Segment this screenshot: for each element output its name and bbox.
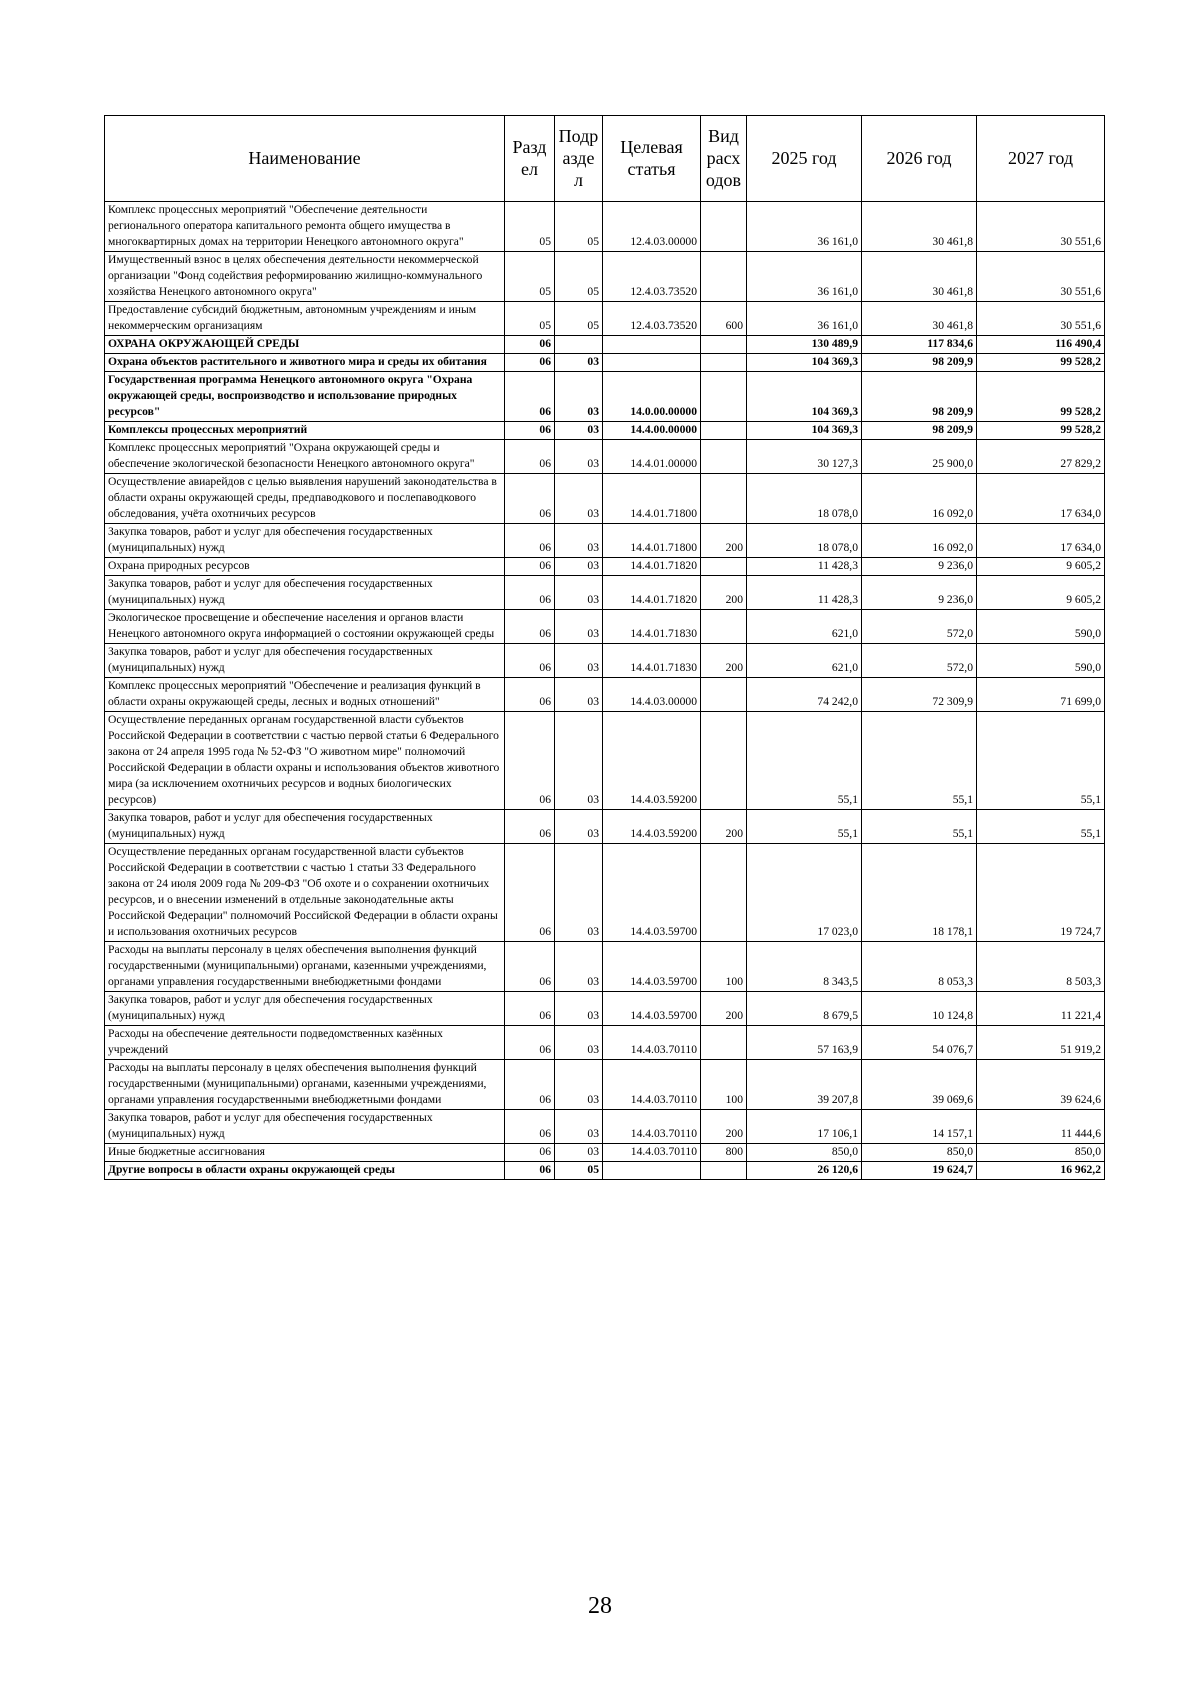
row-vid-cell	[701, 678, 747, 712]
table-row	[105, 844, 1105, 942]
row-2027-cell: 590,0	[977, 610, 1105, 644]
row-name-cell: Иные бюджетные ассигнования	[105, 1144, 505, 1162]
row-article-cell: 14.4.03.00000	[603, 678, 701, 712]
row-vid-cell: 600	[701, 302, 747, 336]
row-2025-cell: 621,0	[747, 610, 862, 644]
row-podrazdel-cell: 03	[555, 712, 603, 810]
row-article-cell: 14.4.03.59200	[603, 810, 701, 844]
row-name-cell: Предоставление субсидий бюджетным, автономным учреждениям и иным некоммерческим организациям	[105, 302, 505, 336]
row-razdel-cell: 06	[505, 1162, 555, 1180]
row-2027-cell: 51 919,2	[977, 1026, 1105, 1060]
row-name-cell: Расходы на выплаты персоналу в целях обеспечения выполнения функций государственными (муниципальными) органами, казенными учреждениями, органами управления государственными внебюджетными фондами	[105, 1060, 505, 1110]
row-2026-cell: 55,1	[862, 810, 977, 844]
row-razdel-cell: 06	[505, 474, 555, 524]
row-podrazdel-cell: 03	[555, 1144, 603, 1162]
row-2027-cell: 30 551,6	[977, 302, 1105, 336]
row-2027-cell: 71 699,0	[977, 678, 1105, 712]
row-podrazdel-cell: 03	[555, 810, 603, 844]
row-name-cell: Закупка товаров, работ и услуг для обеспечения государственных (муниципальных) нужд	[105, 1110, 505, 1144]
row-2026-cell: 72 309,9	[862, 678, 977, 712]
row-vid-cell	[701, 202, 747, 252]
table-row	[105, 942, 1105, 992]
row-2026-cell: 9 236,0	[862, 576, 977, 610]
row-razdel-cell: 06	[505, 372, 555, 422]
row-vid-cell: 200	[701, 644, 747, 678]
row-podrazdel-cell: 03	[555, 474, 603, 524]
row-article-cell: 14.4.03.59700	[603, 992, 701, 1026]
row-razdel-cell: 05	[505, 302, 555, 336]
row-2026-cell: 16 092,0	[862, 474, 977, 524]
row-name-cell: Другие вопросы в области охраны окружающей среды	[105, 1162, 505, 1180]
row-podrazdel-cell: 03	[555, 576, 603, 610]
row-name-cell: Комплексы процессных мероприятий	[105, 422, 505, 440]
row-podrazdel-cell: 03	[555, 1060, 603, 1110]
row-vid-cell	[701, 252, 747, 302]
table-row	[105, 252, 1105, 302]
row-name-cell: Экологическое просвещение и обеспечение населения и органов власти Ненецкого автономного округа информацией о состоянии окружающей среды	[105, 610, 505, 644]
row-article-cell: 14.4.01.71800	[603, 474, 701, 524]
table-row	[105, 1060, 1105, 1110]
row-article-cell: 14.0.00.00000	[603, 372, 701, 422]
table-row	[105, 1110, 1105, 1144]
header-target-article: Целевая статья	[603, 116, 701, 202]
table-row	[105, 610, 1105, 644]
row-vid-cell: 100	[701, 942, 747, 992]
row-podrazdel-cell: 03	[555, 1110, 603, 1144]
row-2025-cell: 57 163,9	[747, 1026, 862, 1060]
row-2027-cell: 9 605,2	[977, 576, 1105, 610]
row-name-cell: Расходы на выплаты персоналу в целях обеспечения выполнения функций государственными (муниципальными) органами, казенными учреждениями, органами управления государственными внебюджетными фондами	[105, 942, 505, 992]
table-row	[105, 678, 1105, 712]
row-2025-cell: 55,1	[747, 712, 862, 810]
row-2026-cell: 98 209,9	[862, 354, 977, 372]
row-podrazdel-cell: 03	[555, 524, 603, 558]
row-vid-cell	[701, 558, 747, 576]
row-article-cell: 12.4.03.73520	[603, 302, 701, 336]
row-name-cell: Государственная программа Ненецкого автономного округа "Охрана окружающей среды, воспроизводство и использование природных ресурсов"	[105, 372, 505, 422]
row-razdel-cell: 06	[505, 1026, 555, 1060]
header-2027: 2027 год	[977, 116, 1105, 202]
row-article-cell: 14.4.01.71800	[603, 524, 701, 558]
row-vid-cell: 200	[701, 810, 747, 844]
row-2025-cell: 8 679,5	[747, 992, 862, 1026]
row-name-cell: Осуществление переданных органам государственной власти субъектов Российской Федерации в соответствии с частью 1 статьи 33 Федерального закона от 24 июля 2009 года № 209-ФЗ "Об охоте и о сохранении охотничьих ресурсов, и о внесении изменений в отдельные законодательные акты Российской Федерации" полномочий Российской Федерации в области охраны и использования охотничьих ресурсов	[105, 844, 505, 942]
table-row	[105, 302, 1105, 336]
row-name-cell: ОХРАНА ОКРУЖАЮЩЕЙ СРЕДЫ	[105, 336, 505, 354]
row-name-cell: Осуществление авиарейдов с целью выявления нарушений законодательства в области охраны окружающей среды, предпаводкового и послепаводкового обследования, учёта охотничьих ресурсов	[105, 474, 505, 524]
row-2025-cell: 36 161,0	[747, 252, 862, 302]
row-podrazdel-cell: 03	[555, 942, 603, 992]
row-razdel-cell: 05	[505, 202, 555, 252]
row-razdel-cell: 06	[505, 576, 555, 610]
row-article-cell: 14.4.03.70110	[603, 1026, 701, 1060]
row-2026-cell: 25 900,0	[862, 440, 977, 474]
row-razdel-cell: 05	[505, 252, 555, 302]
row-2027-cell: 99 528,2	[977, 372, 1105, 422]
row-2027-cell: 116 490,4	[977, 336, 1105, 354]
row-article-cell: 14.4.01.71830	[603, 644, 701, 678]
row-vid-cell: 200	[701, 992, 747, 1026]
row-2027-cell: 27 829,2	[977, 440, 1105, 474]
table-row	[105, 440, 1105, 474]
row-article-cell	[603, 354, 701, 372]
row-2025-cell: 39 207,8	[747, 1060, 862, 1110]
row-razdel-cell: 06	[505, 712, 555, 810]
header-2025: 2025 год	[747, 116, 862, 202]
row-2025-cell: 55,1	[747, 810, 862, 844]
row-vid-cell	[701, 1026, 747, 1060]
row-razdel-cell: 06	[505, 844, 555, 942]
row-article-cell: 14.4.03.70110	[603, 1060, 701, 1110]
row-name-cell: Имущественный взнос в целях обеспечения деятельности некоммерческой организации "Фонд содействия реформированию жилищно-коммунального хозяйства Ненецкого автономного округа"	[105, 252, 505, 302]
row-2025-cell: 36 161,0	[747, 302, 862, 336]
row-2027-cell: 19 724,7	[977, 844, 1105, 942]
header-2026: 2026 год	[862, 116, 977, 202]
row-2027-cell: 17 634,0	[977, 524, 1105, 558]
row-name-cell: Закупка товаров, работ и услуг для обеспечения государственных (муниципальных) нужд	[105, 992, 505, 1026]
row-name-cell: Охрана природных ресурсов	[105, 558, 505, 576]
row-2027-cell: 850,0	[977, 1144, 1105, 1162]
row-article-cell: 14.4.03.70110	[603, 1110, 701, 1144]
row-2026-cell: 30 461,8	[862, 202, 977, 252]
row-name-cell: Закупка товаров, работ и услуг для обеспечения государственных (муниципальных) нужд	[105, 524, 505, 558]
row-2026-cell: 16 092,0	[862, 524, 977, 558]
row-article-cell: 14.4.03.59200	[603, 712, 701, 810]
row-razdel-cell: 06	[505, 422, 555, 440]
header-row	[105, 116, 1105, 202]
row-2025-cell: 36 161,0	[747, 202, 862, 252]
row-2025-cell: 18 078,0	[747, 524, 862, 558]
row-vid-cell	[701, 1162, 747, 1180]
header-name: Наименование	[105, 116, 505, 202]
table-row	[105, 1144, 1105, 1162]
table-body	[105, 202, 1105, 1180]
row-2025-cell: 621,0	[747, 644, 862, 678]
row-2026-cell: 572,0	[862, 610, 977, 644]
row-name-cell: Комплекс процессных мероприятий "Обеспечение и реализация функций в области охраны окружающей среды, лесных и водных отношений"	[105, 678, 505, 712]
row-2025-cell: 11 428,3	[747, 558, 862, 576]
row-vid-cell	[701, 712, 747, 810]
table-row	[105, 992, 1105, 1026]
row-podrazdel-cell: 03	[555, 844, 603, 942]
row-article-cell: 14.4.01.71830	[603, 610, 701, 644]
header-podrazdel: Подр азде л	[555, 116, 603, 202]
row-2025-cell: 11 428,3	[747, 576, 862, 610]
table-row	[105, 1162, 1105, 1180]
table-row	[105, 1026, 1105, 1060]
row-2025-cell: 8 343,5	[747, 942, 862, 992]
row-article-cell: 14.4.03.70110	[603, 1144, 701, 1162]
row-podrazdel-cell	[555, 336, 603, 354]
row-2025-cell: 850,0	[747, 1144, 862, 1162]
row-name-cell: Комплекс процессных мероприятий "Охрана окружающей среды и обеспечение экологической безопасности Ненецкого автономного округа"	[105, 440, 505, 474]
row-razdel-cell: 06	[505, 558, 555, 576]
row-name-cell: Охрана объектов растительного и животного мира и среды их обитания	[105, 354, 505, 372]
row-podrazdel-cell: 03	[555, 354, 603, 372]
row-vid-cell: 200	[701, 524, 747, 558]
budget-table	[104, 115, 1105, 1180]
table-row	[105, 422, 1105, 440]
table-row	[105, 524, 1105, 558]
row-2027-cell: 39 624,6	[977, 1060, 1105, 1110]
row-article-cell	[603, 1162, 701, 1180]
row-2027-cell: 55,1	[977, 810, 1105, 844]
row-2026-cell: 9 236,0	[862, 558, 977, 576]
row-article-cell: 14.4.01.71820	[603, 576, 701, 610]
page-number: 28	[588, 1593, 612, 1619]
row-2026-cell: 30 461,8	[862, 302, 977, 336]
row-podrazdel-cell: 05	[555, 202, 603, 252]
row-vid-cell	[701, 372, 747, 422]
row-2026-cell: 8 053,3	[862, 942, 977, 992]
header-expense-type: Вид расх одов	[701, 116, 747, 202]
row-2025-cell: 18 078,0	[747, 474, 862, 524]
row-vid-cell: 100	[701, 1060, 747, 1110]
row-podrazdel-cell: 05	[555, 302, 603, 336]
table-row	[105, 644, 1105, 678]
row-2027-cell: 17 634,0	[977, 474, 1105, 524]
row-podrazdel-cell: 03	[555, 992, 603, 1026]
row-podrazdel-cell: 03	[555, 422, 603, 440]
row-2026-cell: 98 209,9	[862, 422, 977, 440]
row-name-cell: Закупка товаров, работ и услуг для обеспечения государственных (муниципальных) нужд	[105, 810, 505, 844]
row-2026-cell: 54 076,7	[862, 1026, 977, 1060]
row-2027-cell: 30 551,6	[977, 252, 1105, 302]
row-article-cell: 14.4.01.71820	[603, 558, 701, 576]
row-2026-cell: 572,0	[862, 644, 977, 678]
row-2026-cell: 10 124,8	[862, 992, 977, 1026]
row-podrazdel-cell: 05	[555, 252, 603, 302]
table-row	[105, 372, 1105, 422]
row-name-cell: Закупка товаров, работ и услуг для обеспечения государственных (муниципальных) нужд	[105, 576, 505, 610]
row-article-cell: 14.4.01.00000	[603, 440, 701, 474]
row-2027-cell: 11 444,6	[977, 1110, 1105, 1144]
row-podrazdel-cell: 03	[555, 678, 603, 712]
row-podrazdel-cell: 03	[555, 1026, 603, 1060]
row-2027-cell: 99 528,2	[977, 422, 1105, 440]
row-2026-cell: 39 069,6	[862, 1060, 977, 1110]
row-podrazdel-cell: 03	[555, 610, 603, 644]
header-razdel: Разд ел	[505, 116, 555, 202]
row-article-cell: 12.4.03.00000	[603, 202, 701, 252]
row-razdel-cell: 06	[505, 1060, 555, 1110]
budget-table-container	[104, 115, 1104, 1180]
table-row	[105, 810, 1105, 844]
row-podrazdel-cell: 05	[555, 1162, 603, 1180]
row-2026-cell: 98 209,9	[862, 372, 977, 422]
table-row	[105, 354, 1105, 372]
table-row	[105, 336, 1105, 354]
row-2025-cell: 104 369,3	[747, 354, 862, 372]
table-row	[105, 558, 1105, 576]
row-name-cell: Осуществление переданных органам государственной власти субъектов Российской Федерации в соответствии с частью первой статьи 6 Федерального закона от 24 апреля 1995 года № 52-ФЗ "О животном мире" полномочий Российской Федерации в области охраны и использования объектов животного мира (за исключением охотничьих ресурсов и водных биологических ресурсов)	[105, 712, 505, 810]
row-2026-cell: 55,1	[862, 712, 977, 810]
row-razdel-cell: 06	[505, 524, 555, 558]
row-2026-cell: 30 461,8	[862, 252, 977, 302]
row-name-cell: Расходы на обеспечение деятельности подведомственных казённых учреждений	[105, 1026, 505, 1060]
row-podrazdel-cell: 03	[555, 558, 603, 576]
row-vid-cell	[701, 354, 747, 372]
row-podrazdel-cell: 03	[555, 372, 603, 422]
row-article-cell: 14.4.00.00000	[603, 422, 701, 440]
row-article-cell: 14.4.03.59700	[603, 844, 701, 942]
row-2027-cell: 30 551,6	[977, 202, 1105, 252]
row-2026-cell: 19 624,7	[862, 1162, 977, 1180]
row-vid-cell: 200	[701, 1110, 747, 1144]
row-2026-cell: 14 157,1	[862, 1110, 977, 1144]
row-razdel-cell: 06	[505, 678, 555, 712]
row-article-cell	[603, 336, 701, 354]
row-razdel-cell: 06	[505, 336, 555, 354]
row-2025-cell: 26 120,6	[747, 1162, 862, 1180]
row-2027-cell: 590,0	[977, 644, 1105, 678]
row-vid-cell	[701, 440, 747, 474]
row-2025-cell: 30 127,3	[747, 440, 862, 474]
row-vid-cell	[701, 336, 747, 354]
row-razdel-cell: 06	[505, 942, 555, 992]
row-vid-cell	[701, 422, 747, 440]
row-2026-cell: 850,0	[862, 1144, 977, 1162]
row-2025-cell: 74 242,0	[747, 678, 862, 712]
row-vid-cell	[701, 610, 747, 644]
table-row	[105, 202, 1105, 252]
row-2026-cell: 18 178,1	[862, 844, 977, 942]
row-2025-cell: 17 023,0	[747, 844, 862, 942]
row-2025-cell: 17 106,1	[747, 1110, 862, 1144]
row-article-cell: 14.4.03.59700	[603, 942, 701, 992]
row-vid-cell: 800	[701, 1144, 747, 1162]
row-name-cell: Комплекс процессных мероприятий "Обеспечение деятельности регионального оператора капитального ремонта общего имущества в многоквартирных домах на территории Ненецкого автономного округа"	[105, 202, 505, 252]
row-vid-cell	[701, 844, 747, 942]
row-2025-cell: 130 489,9	[747, 336, 862, 354]
table-row	[105, 576, 1105, 610]
row-vid-cell: 200	[701, 576, 747, 610]
row-2027-cell: 55,1	[977, 712, 1105, 810]
row-2027-cell: 11 221,4	[977, 992, 1105, 1026]
row-2027-cell: 16 962,2	[977, 1162, 1105, 1180]
row-razdel-cell: 06	[505, 1144, 555, 1162]
row-podrazdel-cell: 03	[555, 440, 603, 474]
row-vid-cell	[701, 474, 747, 524]
row-2027-cell: 99 528,2	[977, 354, 1105, 372]
row-razdel-cell: 06	[505, 610, 555, 644]
row-razdel-cell: 06	[505, 1110, 555, 1144]
row-2027-cell: 8 503,3	[977, 942, 1105, 992]
row-2026-cell: 117 834,6	[862, 336, 977, 354]
row-article-cell: 12.4.03.73520	[603, 252, 701, 302]
row-razdel-cell: 06	[505, 810, 555, 844]
table-row	[105, 712, 1105, 810]
row-name-cell: Закупка товаров, работ и услуг для обеспечения государственных (муниципальных) нужд	[105, 644, 505, 678]
table-row	[105, 474, 1105, 524]
row-2025-cell: 104 369,3	[747, 422, 862, 440]
row-razdel-cell: 06	[505, 354, 555, 372]
row-podrazdel-cell: 03	[555, 644, 603, 678]
row-razdel-cell: 06	[505, 440, 555, 474]
row-2027-cell: 9 605,2	[977, 558, 1105, 576]
row-razdel-cell: 06	[505, 992, 555, 1026]
row-2025-cell: 104 369,3	[747, 372, 862, 422]
row-razdel-cell: 06	[505, 644, 555, 678]
